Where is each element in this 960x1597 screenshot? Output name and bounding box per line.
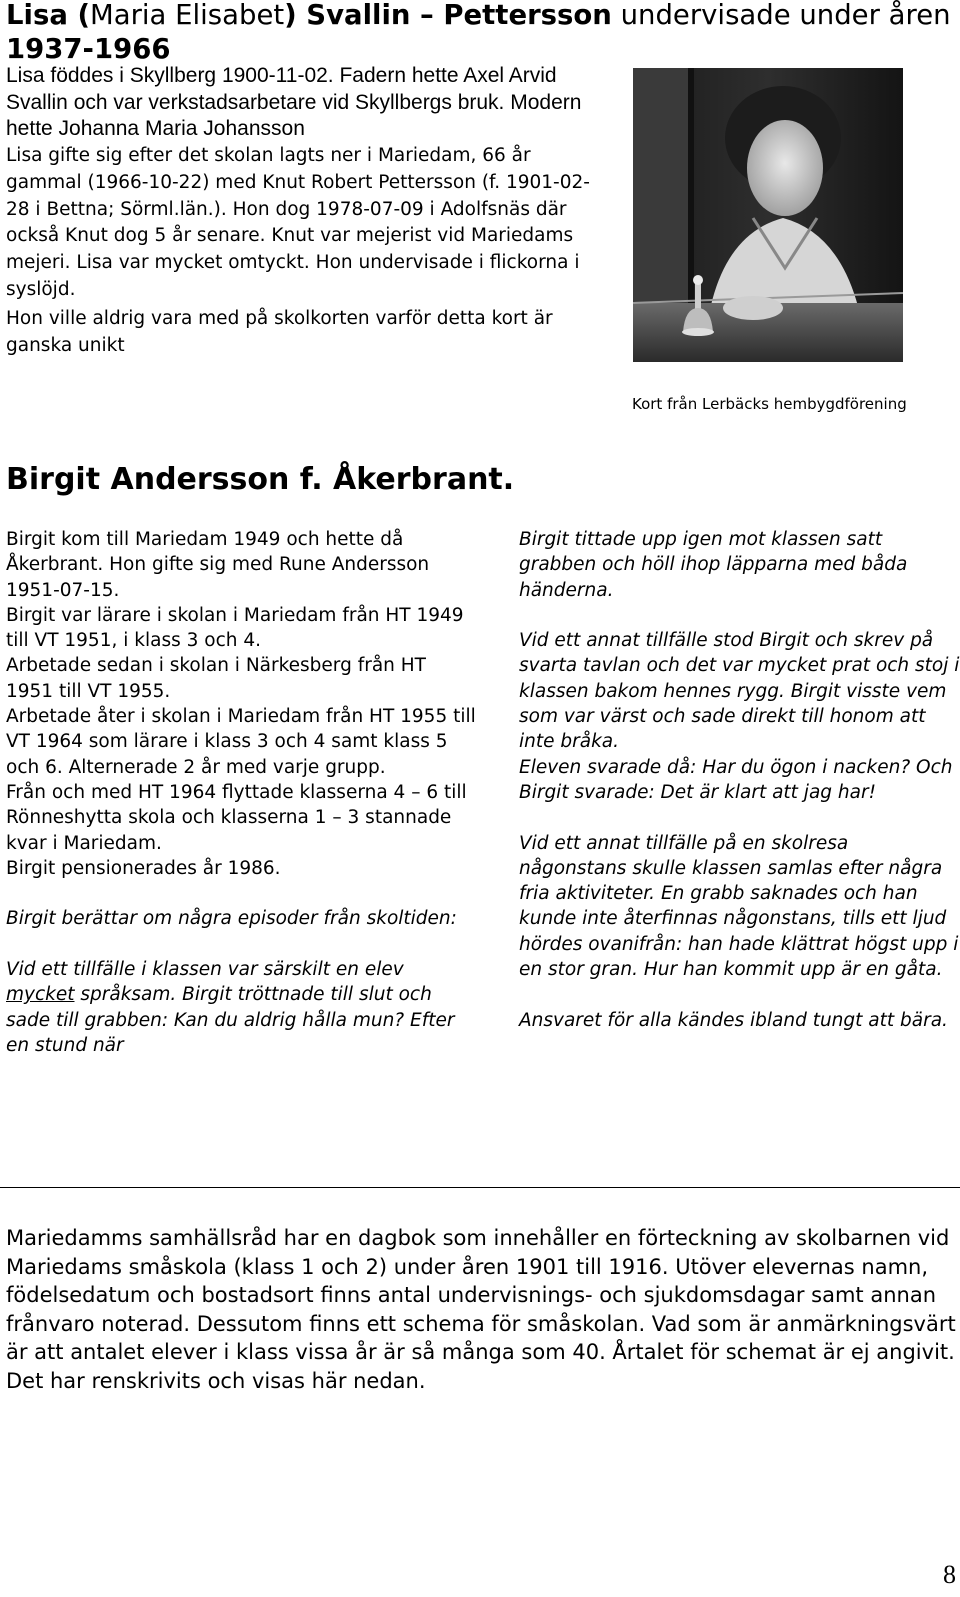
- episodes-intro: Birgit berättar om några episoder från skoltiden:: [6, 908, 457, 930]
- birgit-paragraph: Arbetade sedan i skolan i Närkesberg från HT 1951 till VT 1955.: [6, 655, 426, 702]
- birgit-paragraph: Från och med HT 1964 flyttade klasserna 4 – 6 till Rönneshytta skola och klasserna 1 – 3 stannade kvar i Mariedam.: [6, 781, 467, 854]
- lisa-paragraph-marriage: Lisa gifte sig efter det skolan lagts ner i Mariedam, 66 år gammal (1966-10-22) med Knut Robert Pettersson (f. 1901-02-28 i Bettna; Sörml.län.). Hon dog 1978-07-09 i Adolfsnäs där också Knut dog 5 år senare. Knut var mejerist vid Mariedams mejeri. Lisa var mycket omtyckt. Hon undervisade i flickorna i syslöjd.: [6, 145, 590, 300]
- title-name-part3: ) Svallin – Pettersson: [284, 0, 612, 31]
- birgit-heading: Birgit Andersson f. Åkerbrant.: [6, 462, 515, 497]
- episode-text-part2: språksam. Birgit tröttnade till slut och sade till grabben: Kan du aldrig hålla mun? Efter en stund när: [6, 984, 455, 1056]
- photo-caption: Kort från Lerbäcks hembygdförening: [632, 395, 907, 413]
- lisa-biography: [6, 63, 606, 360]
- episode-paragraph: Vid ett annat tillfälle stod Birgit och skrev på svarta tavlan och det var mycket prat och stoj i klassen bakom hennes rygg. Birgit visste vem som var värst och sade direkt till honom att inte bråka.: [519, 630, 960, 753]
- episode-paragraph: Eleven svarade då: Har du ögon i nacken? Och Birgit svarade: Det är klart att jag har!: [519, 756, 953, 803]
- lisa-paragraph-photo-note: Hon ville aldrig vara med på skolkorten varför detta kort är ganska unikt: [6, 308, 553, 357]
- episode-text-part1: Vid ett tillfälle i klassen var särskilt en elev: [6, 959, 404, 981]
- lisa-paragraph-birth: Lisa föddes i Skyllberg 1900-11-02. Fadern hette Axel Arvid Svallin och var verkstadsarbetare vid Skyllbergs bruk. Modern hette Johanna Maria Johansson: [6, 64, 582, 141]
- title-name-part1: Lisa (: [6, 0, 91, 31]
- birgit-right-column: [519, 527, 960, 1033]
- episode-paragraph: Ansvaret för alla kändes ibland tungt att bära.: [519, 1009, 948, 1031]
- diary-paragraph: Mariedamms samhällsråd har en dagbok som innehåller en förteckning av skolbarnen vid Mariedams småskola (klass 1 och 2) under åren 1901 till 1916. Utöver elevernas namn, födelsedatum och bostadsort finns antal undervisnings- och sjukdomsdagar samt annan frånvaro noterad. Dessutom finns ett schema för småskolan. Vad som är anmärkningsvärt är att antalet elever i klass vissa år är så många som 40. Årtalet för schemat är ej angivit. Det har renskrivits och visas här nedan.: [6, 1226, 956, 1393]
- page-title: [6, 0, 956, 66]
- episode-paragraph: Birgit tittade upp igen mot klassen satt grabben och höll ihop läpparna med båda händerna.: [519, 529, 908, 601]
- title-years: 1937-1966: [6, 33, 171, 65]
- episode-paragraph: [6, 957, 476, 1058]
- birgit-paragraph: Arbetade åter i skolan i Mariedam från HT 1955 till VT 1964 som lärare i klass 3 och 4 samt klass 5 och 6. Alternerade 2 år med varje grupp.: [6, 706, 476, 778]
- lisa-portrait-photo: [633, 68, 903, 362]
- birgit-left-column: [6, 527, 476, 1058]
- title-rest: undervisade under åren: [611, 0, 951, 31]
- section-divider: [0, 1187, 960, 1188]
- page-number: 8: [943, 1560, 956, 1589]
- title-name-part2: Maria Elisabet: [90, 0, 285, 31]
- episode-underlined-word: mycket: [6, 984, 75, 1006]
- birgit-paragraph: Birgit var lärare i skolan i Mariedam från HT 1949 till VT 1951, i klass 3 och 4.: [6, 604, 464, 652]
- birgit-paragraph: Birgit kom till Mariedam 1949 och hette då Åkerbrant. Hon gifte sig med Rune Andersson 1951-07-15.: [6, 529, 430, 601]
- birgit-paragraph: Birgit pensionerades år 1986.: [6, 857, 281, 879]
- episode-paragraph: Vid ett annat tillfälle på en skolresa någonstans skulle klassen samlas efter några fria aktiviteter. En grabb saknades och han kunde inte återfinnas någonstans, tills ett ljud hördes ovanifrån: han hade klättrat högst upp i en stor gran. Hur han kommit upp är en gåta.: [519, 832, 959, 981]
